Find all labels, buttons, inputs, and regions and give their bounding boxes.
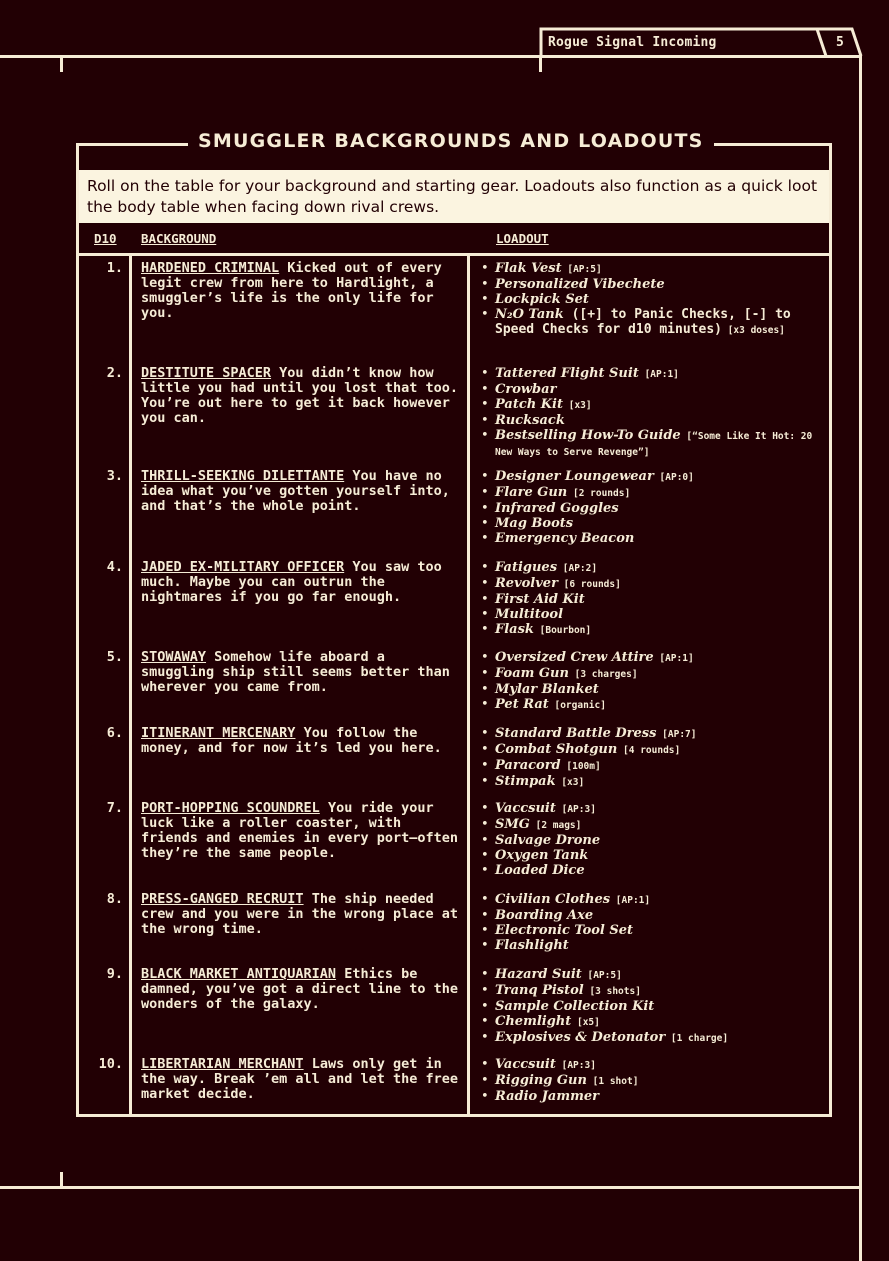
item-note: [x3 doses] bbox=[721, 325, 785, 336]
item-name: Crowbar bbox=[495, 382, 557, 397]
item-note: [AP:0] bbox=[653, 472, 694, 483]
loadout-item bbox=[479, 682, 819, 697]
item-note: [6 rounds] bbox=[557, 579, 621, 590]
background-name: STOWAWAY bbox=[141, 649, 207, 665]
item-name: Oversized Crew Attire bbox=[495, 650, 654, 665]
column-header-background: BACKGROUND bbox=[141, 231, 217, 246]
roll-number: 6. bbox=[106, 725, 123, 741]
loadout-item bbox=[479, 1030, 819, 1046]
loadout-item bbox=[479, 560, 819, 576]
item-note: [x3] bbox=[563, 400, 592, 411]
running-header-title: Rogue Signal Incoming bbox=[548, 35, 717, 50]
item-name: Explosives & Detonator bbox=[495, 1030, 666, 1045]
item-name: Hazard Suit bbox=[495, 967, 582, 982]
loadout-item bbox=[479, 1057, 819, 1073]
loadout-item bbox=[479, 397, 819, 413]
right-rule bbox=[859, 55, 862, 1261]
background-cell bbox=[141, 469, 466, 514]
loadout-item bbox=[479, 908, 819, 923]
roll-number: 3. bbox=[106, 468, 123, 484]
item-note: [AP:1] bbox=[610, 895, 651, 906]
item-name: N₂O Tank bbox=[495, 307, 564, 322]
item-name: Electronic Tool Set bbox=[495, 923, 634, 938]
item-name: Foam Gun bbox=[495, 666, 569, 681]
roll-number: 7. bbox=[106, 800, 123, 816]
item-name: Patch Kit bbox=[495, 397, 563, 412]
column-divider-2 bbox=[467, 253, 470, 1117]
item-name: Mylar Blanket bbox=[495, 682, 599, 697]
background-description: Somehow life aboard a smuggling ship still seems better than wherever you came from. bbox=[141, 649, 450, 695]
item-name: Flak Vest bbox=[495, 261, 562, 276]
item-name: Pet Rat bbox=[495, 697, 549, 712]
background-description: The ship needed crew and you were in the wrong place at the wrong time. bbox=[141, 891, 458, 937]
background-cell bbox=[141, 560, 466, 605]
background-description: Kicked out of every legit crew from here to Hardlight, a smuggler’s life is the only life for you. bbox=[141, 260, 442, 321]
item-name: Sample Collection Kit bbox=[495, 999, 655, 1014]
loadout-item bbox=[479, 382, 819, 397]
item-name: Flare Gun bbox=[495, 485, 568, 500]
loadout-item bbox=[479, 307, 819, 338]
item-name: Bestselling How-To Guide bbox=[495, 428, 681, 443]
top-tick-left bbox=[60, 55, 63, 72]
loadout-item bbox=[479, 666, 819, 682]
loadout-item bbox=[479, 516, 819, 531]
item-note: [3 shots] bbox=[583, 986, 641, 997]
item-name: Civilian Clothes bbox=[495, 892, 611, 907]
item-name: Flashlight bbox=[495, 938, 569, 953]
loadout-item bbox=[479, 469, 819, 485]
loadout-item bbox=[479, 576, 819, 592]
item-name: Infrared Goggles bbox=[495, 501, 619, 516]
loadout-list bbox=[479, 801, 819, 878]
loadout-list bbox=[479, 469, 819, 546]
page-number: 5 bbox=[836, 35, 844, 50]
loadout-item bbox=[479, 485, 819, 501]
item-name: Salvage Drone bbox=[495, 833, 601, 848]
background-description: You follow the money, and for now it’s led you here. bbox=[141, 725, 442, 756]
item-note: [3 charges] bbox=[568, 669, 638, 680]
background-cell bbox=[141, 726, 466, 756]
background-cell bbox=[141, 650, 466, 695]
item-name: Radio Jammer bbox=[495, 1089, 599, 1104]
background-description: You saw too much. Maybe you can outrun the nightmares if you go far enough. bbox=[141, 559, 442, 605]
background-description: You have no idea what you’ve gotten yourself into, and that’s the whole point. bbox=[141, 468, 450, 514]
background-description: You ride your luck like a roller coaster, with friends and enemies in every port—often they’re the same people. bbox=[141, 800, 458, 861]
background-cell bbox=[141, 967, 466, 1012]
background-cell bbox=[141, 366, 466, 426]
item-note: [AP:1] bbox=[638, 369, 679, 380]
item-name: Stimpak bbox=[495, 774, 556, 789]
loadout-item bbox=[479, 650, 819, 666]
bottom-rule bbox=[0, 1186, 862, 1189]
loadout-item bbox=[479, 366, 819, 382]
column-divider-1 bbox=[129, 253, 132, 1117]
loadout-item bbox=[479, 292, 819, 307]
loadout-item bbox=[479, 726, 819, 742]
roll-number: 5. bbox=[106, 649, 123, 665]
loadout-list bbox=[479, 366, 819, 460]
loadout-item bbox=[479, 428, 819, 460]
item-name: Vaccsuit bbox=[495, 1057, 556, 1072]
loadout-item bbox=[479, 774, 819, 790]
item-name: Tattered Flight Suit bbox=[495, 366, 639, 381]
loadout-list bbox=[479, 650, 819, 713]
loadout-item bbox=[479, 833, 819, 848]
background-name: HARDENED CRIMINAL bbox=[141, 260, 280, 276]
item-name: Paracord bbox=[495, 758, 561, 773]
item-name: Boarding Axe bbox=[495, 908, 594, 923]
item-name: Chemlight bbox=[495, 1014, 572, 1029]
loadout-item bbox=[479, 607, 819, 622]
item-note: [AP:5] bbox=[561, 264, 602, 275]
loadout-item bbox=[479, 999, 819, 1014]
loadout-item bbox=[479, 622, 819, 638]
loadout-item bbox=[479, 1073, 819, 1089]
item-name: SMG bbox=[495, 817, 530, 832]
background-cell bbox=[141, 801, 466, 861]
loadout-item bbox=[479, 848, 819, 863]
loadout-list bbox=[479, 560, 819, 638]
item-note: [AP:3] bbox=[555, 804, 596, 815]
item-name: Standard Battle Dress bbox=[495, 726, 657, 741]
item-name: Oxygen Tank bbox=[495, 848, 589, 863]
loadout-item bbox=[479, 892, 819, 908]
item-note: [organic] bbox=[548, 700, 606, 711]
loadout-item bbox=[479, 938, 819, 953]
item-name: Revolver bbox=[495, 576, 558, 591]
background-name: THRILL-SEEKING DILETTANTE bbox=[141, 468, 345, 484]
item-note: [x3] bbox=[555, 777, 585, 788]
intro-text: Roll on the table for your background and starting gear. Loadouts also function as a quick loot the body table when facing down rival crews. bbox=[79, 170, 829, 223]
background-name: DESTITUTE SPACER bbox=[141, 365, 272, 381]
background-cell bbox=[141, 261, 466, 321]
roll-number: 2. bbox=[106, 365, 123, 381]
loadout-item bbox=[479, 923, 819, 938]
item-name: Lockpick Set bbox=[495, 292, 589, 307]
item-note: [AP:5] bbox=[581, 970, 622, 981]
item-name: Flask bbox=[495, 622, 534, 637]
background-description: Laws only get in the way. Break ’em all and let the free market decide. bbox=[141, 1056, 458, 1102]
loadout-item bbox=[479, 801, 819, 817]
item-note: [2 mags] bbox=[529, 820, 582, 831]
column-header-loadout: LOADOUT bbox=[496, 231, 549, 246]
item-name: Designer Loungewear bbox=[495, 469, 654, 484]
background-cell bbox=[141, 892, 466, 937]
background-description: Ethics be damned, you’ve got a direct line to the wonders of the galaxy. bbox=[141, 966, 458, 1012]
item-note: [100m] bbox=[560, 761, 601, 772]
item-effect: ([+] to Panic Checks, [-] to Speed Checks for d10 minutes) bbox=[495, 307, 791, 337]
loadout-item bbox=[479, 742, 819, 758]
loadout-item bbox=[479, 1089, 819, 1104]
roll-number: 10. bbox=[98, 1056, 123, 1072]
item-name: Fatigues bbox=[495, 560, 558, 575]
item-name: Tranq Pistol bbox=[495, 983, 584, 998]
loadout-item bbox=[479, 758, 819, 774]
loadout-item bbox=[479, 277, 819, 292]
background-name: LIBERTARIAN MERCHANT bbox=[141, 1056, 304, 1072]
loadout-item bbox=[479, 531, 819, 546]
loadout-item bbox=[479, 697, 819, 713]
loadout-item bbox=[479, 592, 819, 607]
loadout-list bbox=[479, 261, 819, 338]
loadout-item bbox=[479, 983, 819, 999]
item-note: [Bourbon] bbox=[533, 625, 592, 636]
item-note: [4 rounds] bbox=[617, 745, 681, 756]
loadout-item bbox=[479, 863, 819, 878]
loadout-list bbox=[479, 892, 819, 953]
item-name: Mag Boots bbox=[495, 516, 574, 531]
loadout-item bbox=[479, 817, 819, 833]
loadout-item bbox=[479, 967, 819, 983]
item-name: Loaded Dice bbox=[495, 863, 585, 878]
roll-number: 4. bbox=[106, 559, 123, 575]
item-note: [AP:1] bbox=[653, 653, 694, 664]
loadout-list bbox=[479, 967, 819, 1046]
background-name: ITINERANT MERCENARY bbox=[141, 725, 296, 741]
item-name: Personalized Vibechete bbox=[495, 277, 665, 292]
roll-number: 1. bbox=[106, 260, 123, 276]
item-note: [1 charge] bbox=[665, 1033, 729, 1044]
item-name: Vaccsuit bbox=[495, 801, 556, 816]
item-name: Rucksack bbox=[495, 413, 565, 428]
loadout-item bbox=[479, 1014, 819, 1030]
roll-number: 8. bbox=[106, 891, 123, 907]
item-name: Emergency Beacon bbox=[495, 531, 635, 546]
background-cell bbox=[141, 1057, 466, 1102]
loadout-item bbox=[479, 261, 819, 277]
item-name: Multitool bbox=[495, 607, 564, 622]
item-note: [x5] bbox=[571, 1017, 600, 1028]
loadout-list bbox=[479, 726, 819, 790]
bottom-tick bbox=[60, 1172, 63, 1189]
background-description: You didn’t know how little you had until you lost that too. You’re out here to get it back however you can. bbox=[141, 365, 458, 426]
column-header-d10: D10 bbox=[94, 231, 117, 246]
item-name: First Aid Kit bbox=[495, 592, 585, 607]
item-note: [“Some Like It Hot: 20 New Ways to Serve Revenge”] bbox=[495, 431, 813, 458]
loadout-item bbox=[479, 413, 819, 428]
section-title: SMUGGLER BACKGROUNDS AND LOADOUTS bbox=[188, 130, 714, 152]
item-note: [AP:2] bbox=[557, 563, 598, 574]
background-name: BLACK MARKET ANTIQUARIAN bbox=[141, 966, 337, 982]
item-name: Rigging Gun bbox=[495, 1073, 587, 1088]
item-note: [AP:3] bbox=[555, 1060, 596, 1071]
background-name: PORT-HOPPING SCOUNDREL bbox=[141, 800, 320, 816]
item-note: [2 rounds] bbox=[567, 488, 631, 499]
roll-number: 9. bbox=[106, 966, 123, 982]
item-name: Combat Shotgun bbox=[495, 742, 618, 757]
item-note: [1 shot] bbox=[586, 1076, 639, 1087]
loadout-list bbox=[479, 1057, 819, 1104]
background-name: JADED EX-MILITARY OFFICER bbox=[141, 559, 345, 575]
item-note: [AP:7] bbox=[656, 729, 697, 740]
loadout-item bbox=[479, 501, 819, 516]
background-name: PRESS-GANGED RECRUIT bbox=[141, 891, 304, 907]
